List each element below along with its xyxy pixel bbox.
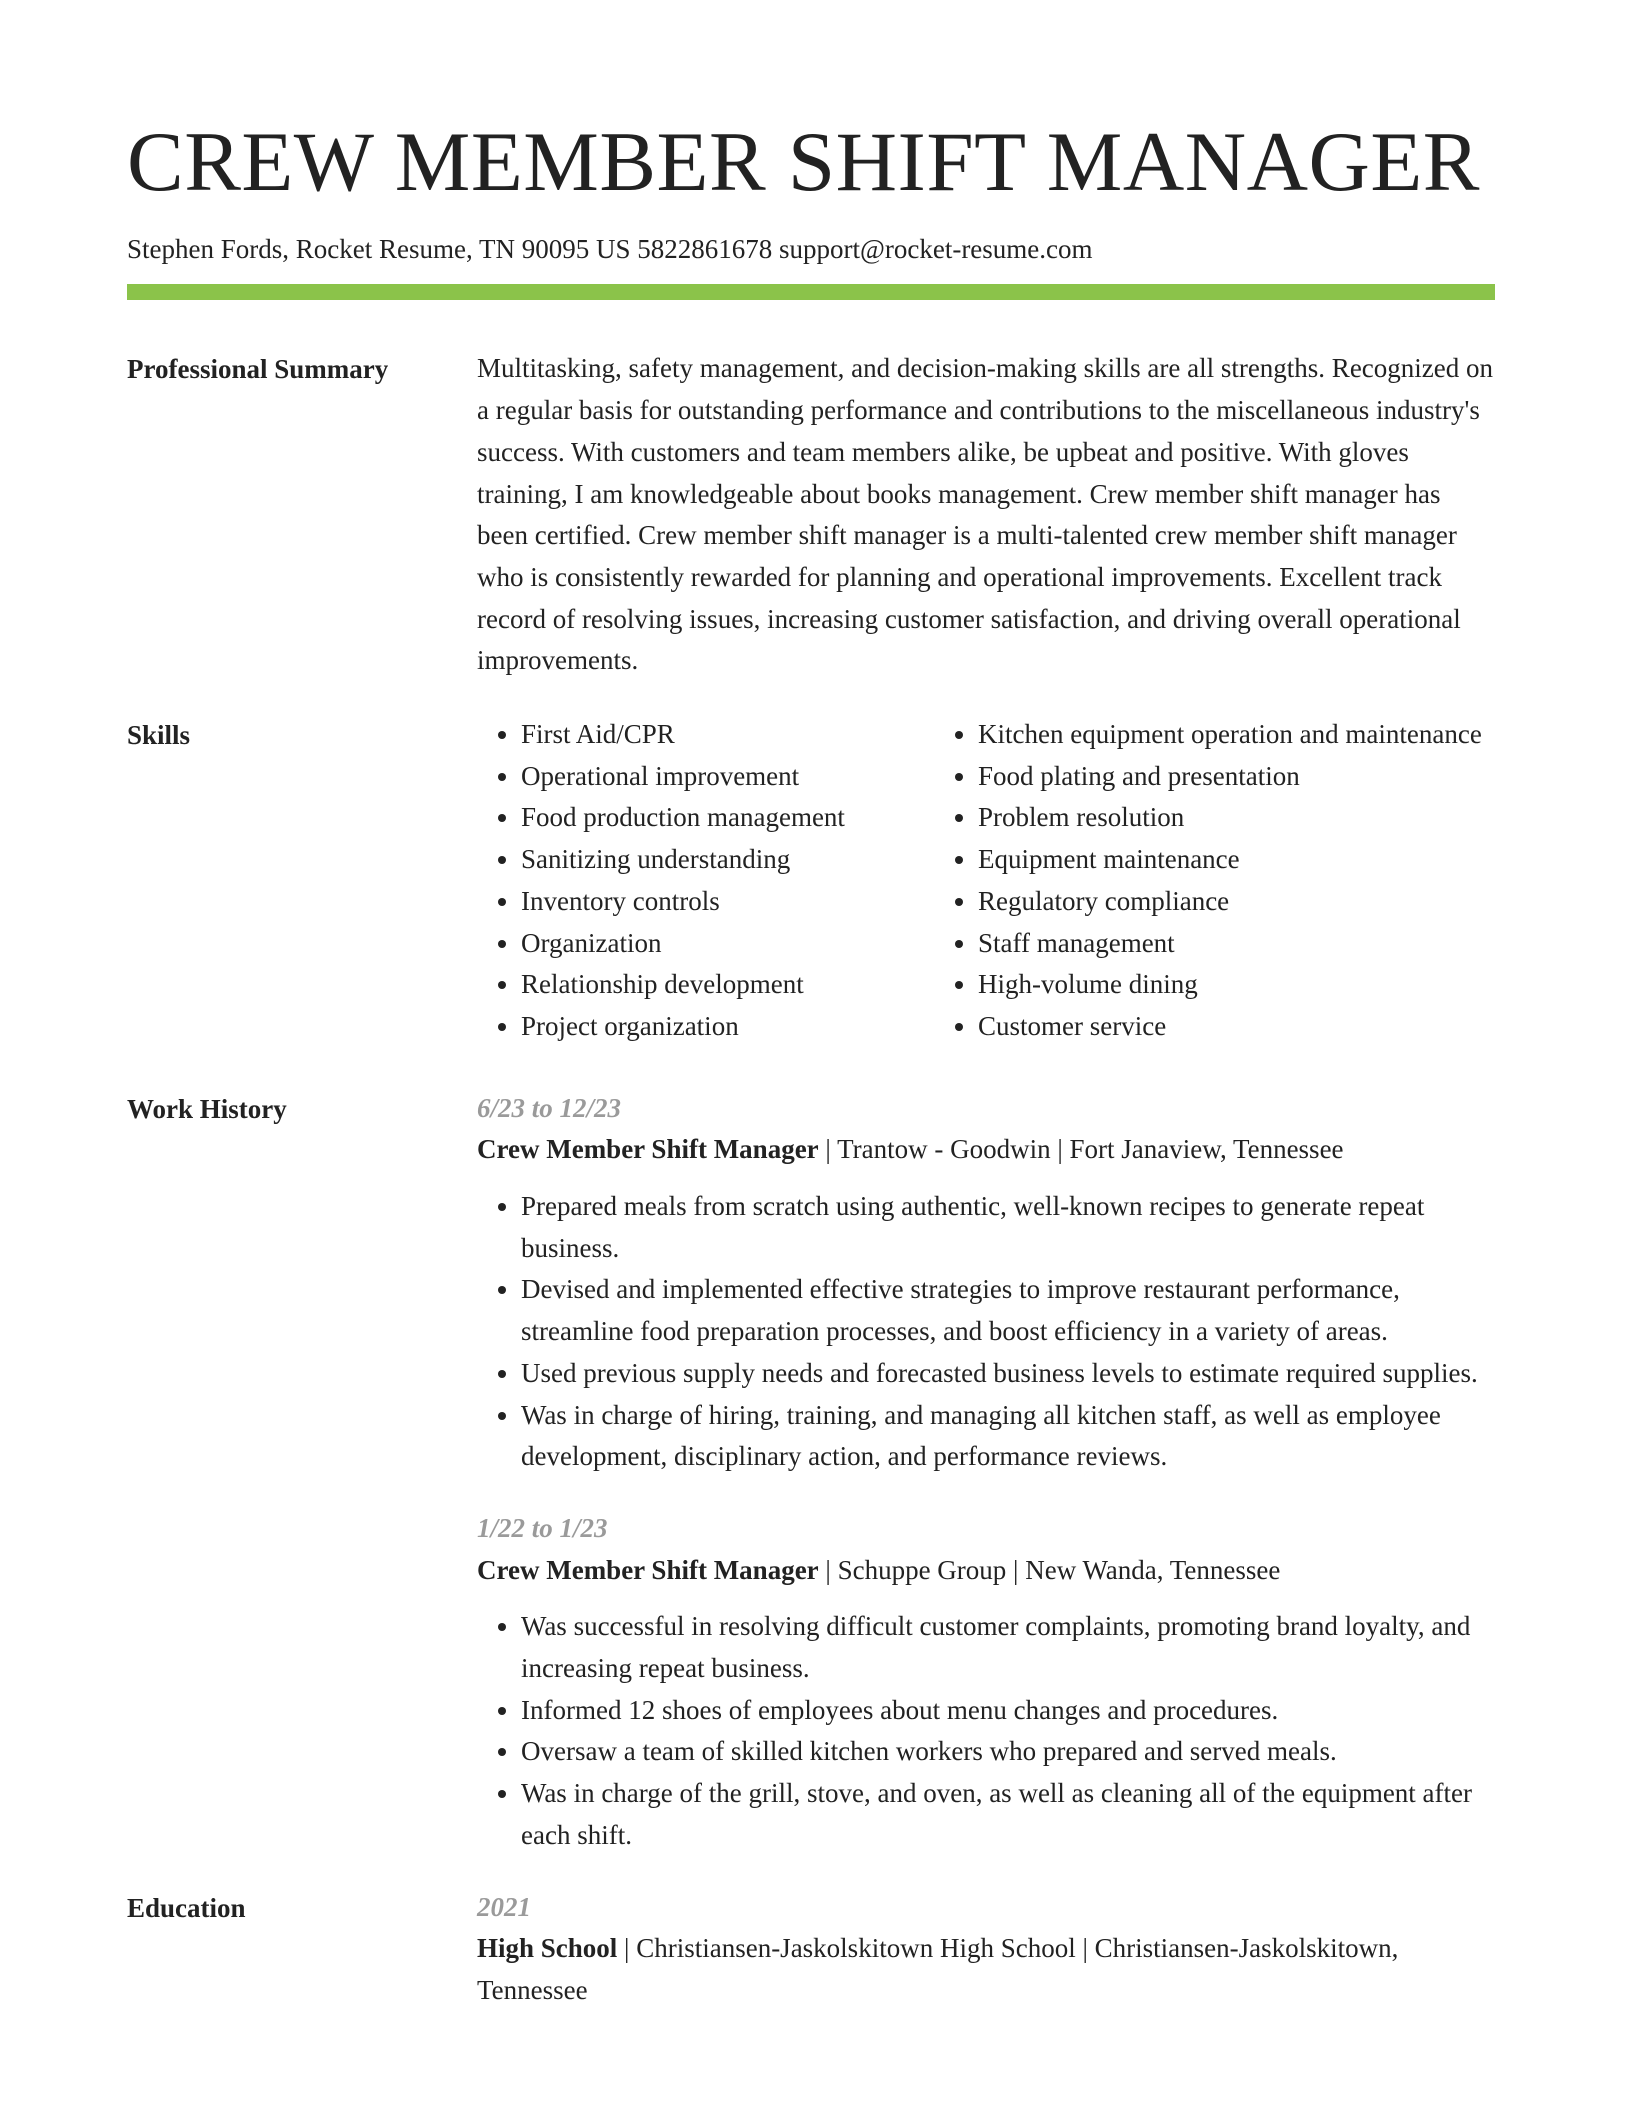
job-heading	[477, 1550, 1495, 1592]
skill-item: • Food production management	[521, 797, 934, 839]
job-entry	[477, 1088, 1495, 1478]
contact-city: Rocket Resume,	[295, 234, 473, 264]
job-bullet: • Prepared meals from scratch using authentic, well-known recipes to generate repeat business.	[521, 1186, 1495, 1269]
job-heading	[477, 1129, 1495, 1171]
skill-item: • Kitchen equipment operation and maintenance	[978, 714, 1495, 756]
contact-line	[127, 233, 1495, 265]
work-history-body	[477, 1088, 1495, 1857]
skill-item: • Regulatory compliance	[978, 881, 1495, 923]
education-details: | Christiansen-Jaskolskitown High School | Christiansen-Jaskolskitown, Tennessee	[477, 1933, 1399, 2005]
skill-item: • Equipment maintenance	[978, 839, 1495, 881]
summary-section	[127, 348, 1495, 682]
skill-item: • Sanitizing understanding	[521, 839, 934, 881]
skill-item: • Staff management	[978, 923, 1495, 965]
skills-column-2	[934, 714, 1495, 1048]
job-title: Crew Member Shift Manager	[477, 1554, 819, 1585]
resume-title: CREW MEMBER SHIFT MANAGER	[127, 115, 1480, 209]
skill-item: • High-volume dining	[978, 964, 1495, 1006]
education-heading: Education	[127, 1892, 246, 1923]
skill-item: • Food plating and presentation	[978, 756, 1495, 798]
skills-body	[477, 714, 1495, 1048]
job-entry	[477, 1508, 1495, 1857]
job-details: | Schuppe Group | New Wanda, Tennessee	[818, 1554, 1281, 1585]
job-dates: 6/23 to 12/23	[477, 1092, 622, 1123]
contact-country: US	[595, 234, 631, 264]
education-heading-line	[477, 1928, 1495, 2011]
skill-item: • Problem resolution	[978, 797, 1495, 839]
work-history-section	[127, 1088, 1495, 1857]
job-bullet: • Was in charge of hiring, training, and managing all kitchen staff, as well as employee development, disciplinary action, and performance reviews.	[521, 1395, 1495, 1478]
contact-state-zip: TN 90095	[478, 234, 590, 264]
job-bullet: • Oversaw a team of skilled kitchen workers who prepared and served meals.	[521, 1731, 1495, 1773]
education-degree: High School	[477, 1933, 618, 1964]
job-bullet: • Was in charge of the grill, stove, and oven, as well as cleaning all of the equipment after each shift.	[521, 1773, 1495, 1856]
skills-column-1	[477, 714, 934, 1048]
work-history-heading: Work History	[127, 1093, 287, 1124]
job-dates: 1/22 to 1/23	[477, 1512, 608, 1543]
job-bullet: • Informed 12 shoes of employees about menu changes and procedures.	[521, 1690, 1495, 1732]
skill-item: • Customer service	[978, 1006, 1495, 1048]
job-details: | Trantow - Goodwin | Fort Janaview, Tennessee	[818, 1134, 1344, 1165]
contact-phone: 5822861678	[637, 234, 773, 264]
skill-item: • Relationship development	[521, 964, 934, 1006]
job-bullets	[477, 1186, 1495, 1478]
header-divider	[127, 284, 1495, 300]
resume-page	[127, 115, 1495, 2012]
contact-email: support@rocket-resume.com	[779, 234, 1093, 264]
summary-heading: Professional Summary	[127, 354, 389, 385]
job-title: Crew Member Shift Manager	[477, 1134, 819, 1165]
summary-body	[477, 348, 1495, 682]
skill-item: • First Aid/CPR	[521, 714, 934, 756]
skills-heading: Skills	[127, 720, 191, 751]
job-bullet: • Devised and implemented effective strategies to improve restaurant performance, streamline food preparation processes, and boost efficiency in a variety of areas.	[521, 1269, 1495, 1352]
education-year: 2021	[477, 1891, 531, 1922]
skill-item: • Project organization	[521, 1006, 934, 1048]
summary-text: Multitasking, safety management, and decision-making skills are all strengths. Recognized on a regular basis for outstanding performance and contributions to the miscellaneous industry's success. With customers and team members alike, be upbeat and positive. With gloves training, I am knowledgeable about books management. Crew member shift manager has been certified. Crew member shift manager is a multi-talented crew member shift manager who is consistently rewarded for planning and operational improvements. Excellent track record of resolving issues, increasing customer satisfaction, and driving overall operational improvements.	[477, 353, 1494, 676]
job-bullet: • Was successful in resolving difficult customer complaints, promoting brand loyalty, and increasing repeat business.	[521, 1606, 1495, 1689]
skill-item: • Organization	[521, 923, 934, 965]
skill-item: • Inventory controls	[521, 881, 934, 923]
education-body	[477, 1887, 1495, 2012]
skills-section	[127, 714, 1495, 1048]
job-bullets	[477, 1606, 1495, 1856]
contact-name: Stephen Fords,	[127, 234, 289, 264]
skill-item: • Operational improvement	[521, 756, 934, 798]
job-bullet: • Used previous supply needs and forecasted business levels to estimate required supplies.	[521, 1353, 1495, 1395]
education-section	[127, 1887, 1495, 2012]
